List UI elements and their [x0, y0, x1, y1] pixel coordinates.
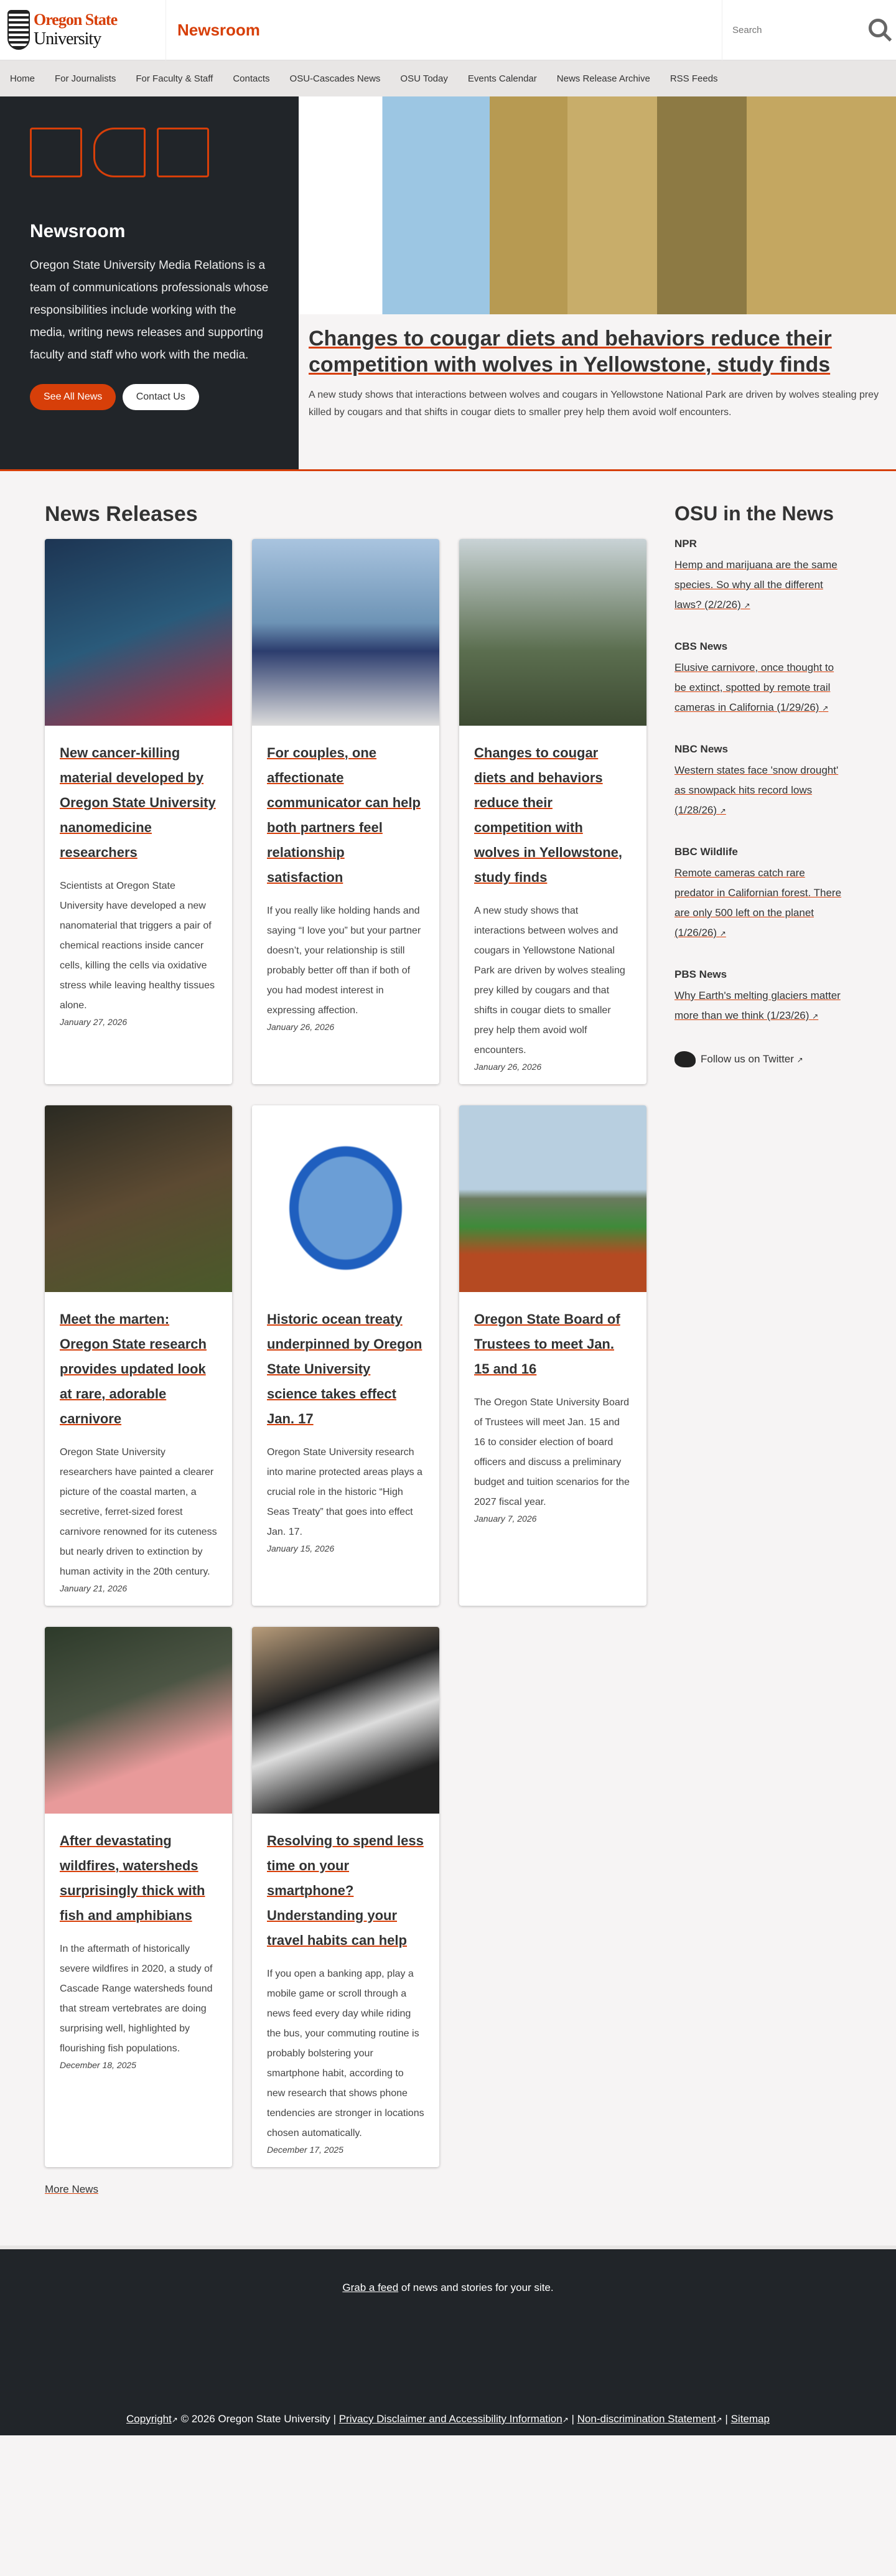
- external-link-icon: ↗: [744, 601, 750, 610]
- nondiscrimination-link[interactable]: Non-discrimination Statement: [577, 2413, 716, 2425]
- news-source: CBS News: [674, 640, 728, 652]
- news-card-date: January 15, 2026: [267, 1543, 335, 1553]
- feed-text: of news and stories for your site.: [398, 2282, 554, 2293]
- external-link-icon: ↗: [822, 704, 829, 713]
- nav-events-calendar[interactable]: Events Calendar: [467, 73, 537, 84]
- sitemap-link[interactable]: Sitemap: [730, 2413, 770, 2425]
- search-box: [722, 0, 896, 60]
- news-card-date: December 18, 2025: [60, 2060, 136, 2070]
- search-input[interactable]: [732, 25, 857, 35]
- hero: [0, 96, 896, 471]
- in-news-link[interactable]: Elusive carnivore, once thought to be extinct, spotted by remote trail cameras in California (1/29/26) ↗: [674, 662, 834, 713]
- news-card-image[interactable]: [45, 1105, 232, 1292]
- nav-osu-today[interactable]: OSU Today: [400, 73, 448, 84]
- intro-title: Newsroom: [30, 221, 126, 241]
- news-card: [45, 1105, 232, 1606]
- news-card-title-link[interactable]: Meet the marten: Oregon State research provides updated look at rare, adorable carnivore: [60, 1311, 207, 1426]
- news-card-summary: Oregon State University researchers have painted a clearer picture of the coastal marten, a secretive, ferret-sized forest carnivore renowned for its cuteness but nearly driven to extinction by human activity in the 20th century.: [60, 1447, 217, 1577]
- external-link-icon: ↗: [562, 2415, 569, 2424]
- nav-cascades-news[interactable]: OSU-Cascades News: [289, 73, 381, 84]
- featured-story: [299, 96, 896, 469]
- contact-us-button[interactable]: Contact Us: [123, 384, 199, 410]
- news-card-summary: If you really like holding hands and saying “I love you” but your partner doesn’t, your relationship is still probably better off than if both of you had modest interest in expressing affection.: [267, 906, 421, 1016]
- news-card-image[interactable]: [45, 539, 232, 726]
- newsroom-intro: [0, 96, 299, 469]
- featured-summary: A new study shows that interactions between wolves and cougars in Yellowstone National Park are driven by wolves stealing prey killed by cougars and that shifts in cougar diets to smaller prey help them avoid wolf encounters.: [309, 390, 879, 418]
- nav-home[interactable]: Home: [10, 73, 35, 84]
- news-card-title-link[interactable]: For couples, one affectionate communicator can help both partners feel relationship satisfaction: [267, 745, 421, 885]
- news-card-date: January 26, 2026: [474, 1062, 542, 1072]
- news-card-date: January 27, 2026: [60, 1017, 128, 1027]
- news-card-summary: Scientists at Oregon State University have developed a new nanomaterial that triggers a pair of chemical reactions inside cancer cells, killing the cells via oxidative stress while leaving healthy tissues alone.: [60, 881, 215, 1011]
- news-card-image[interactable]: [459, 1105, 646, 1292]
- footer: [0, 2246, 896, 2435]
- search-icon[interactable]: [869, 19, 887, 37]
- featured-title-link[interactable]: Changes to cougar diets and behaviors reduce their competition with wolves in Yellowstone, study finds: [309, 327, 832, 377]
- news-card-summary: A new study shows that interactions between wolves and cougars in Yellowstone National Park are driven by wolves stealing prey killed by cougars and that shifts in cougar diets to smaller prey help them avoid wolf encounters.: [474, 906, 625, 1056]
- nav-release-archive[interactable]: News Release Archive: [556, 73, 650, 84]
- news-card-image[interactable]: [252, 1105, 439, 1292]
- news-card-summary: If you open a banking app, play a mobile game or scroll through a news feed every day while riding the bus, your commuting routine is probably bolstering your smartphone habit, according to new research that shows phone tendencies are stronger in locations chosen automatically.: [267, 1969, 424, 2138]
- external-link-icon: ↗: [796, 1056, 803, 1064]
- news-releases: [45, 502, 647, 2196]
- intro-text: Oregon State University Media Relations is a team of communications professionals whose responsibilities include working with the media, writing news releases and supporting faculty and staff who work with the media.: [30, 259, 269, 362]
- news-card-image[interactable]: [252, 1627, 439, 1814]
- news-card-title-link[interactable]: Oregon State Board of Trustees to meet Jan. 15 and 16: [474, 1311, 620, 1377]
- in-news-link[interactable]: Remote cameras catch rare predator in Californian forest. There are only 500 left on the planet (1/26/26) ↗: [674, 867, 842, 939]
- site-header: [0, 0, 896, 60]
- news-card-image[interactable]: [45, 1627, 232, 1814]
- copyright-link[interactable]: Copyright: [126, 2413, 172, 2425]
- newspaper-icon: [30, 128, 82, 177]
- news-card-title-link[interactable]: Changes to cougar diets and behaviors reduce their competition with wolves in Yellowstone, study finds: [474, 745, 623, 885]
- nav-rss-feeds[interactable]: RSS Feeds: [670, 73, 718, 84]
- news-card-image[interactable]: [252, 539, 439, 726]
- news-card: [45, 1627, 232, 2167]
- external-link-icon: ↗: [719, 807, 726, 815]
- news-card: [252, 1627, 439, 2167]
- more-news-link[interactable]: More News: [45, 2183, 98, 2195]
- news-card-image[interactable]: [459, 539, 646, 726]
- news-card: [252, 539, 439, 1084]
- main-nav: [0, 60, 896, 96]
- in-news-link[interactable]: Hemp and marijuana are the same species. So why all the different laws? (2/2/26) ↗: [674, 559, 838, 611]
- osu-shield-icon: [7, 10, 30, 50]
- news-card-summary: The Oregon State University Board of Trustees will meet Jan. 15 and 16 to consider election of board officers and discuss a preliminary budget and tuition scenarios for the 2027 fiscal year.: [474, 1397, 630, 1507]
- news-card-title-link[interactable]: Historic ocean treaty underpinned by Oregon State University science takes effect Jan. 17: [267, 1311, 422, 1426]
- news-card: [459, 1105, 646, 1606]
- news-source: BBC Wildlife: [674, 846, 738, 858]
- twitter-icon: [674, 1051, 696, 1067]
- logo-line1: Oregon State: [34, 11, 118, 29]
- news-card-title-link[interactable]: After devastating wildfires, watersheds surprisingly thick with fish and amphibians: [60, 1833, 205, 1923]
- news-card-title-link[interactable]: Resolving to spend less time on your smartphone? Understanding your travel habits can help: [267, 1833, 424, 1948]
- news-source: PBS News: [674, 968, 727, 980]
- in-news-link[interactable]: Western states face 'snow drought' as snowpack hits record lows (1/28/26) ↗: [674, 764, 839, 816]
- releases-title: News Releases: [45, 502, 198, 526]
- separator: |: [722, 2413, 731, 2425]
- news-card: [45, 539, 232, 1084]
- news-card-summary: Oregon State University research into marine protected areas plays a crucial role in the historic “High Seas Treaty” that goes into effect Jan. 17.: [267, 1447, 422, 1537]
- featured-image[interactable]: [299, 96, 896, 314]
- in-news-title: OSU in the News: [674, 502, 834, 525]
- news-card-date: January 21, 2026: [60, 1583, 128, 1593]
- logo-line2: University: [34, 29, 101, 49]
- news-card-date: January 7, 2026: [474, 1514, 537, 1524]
- nav-contacts[interactable]: Contacts: [233, 73, 270, 84]
- twitter-link[interactable]: Follow us on Twitter ↗: [701, 1053, 803, 1065]
- news-source: NBC News: [674, 743, 728, 755]
- nav-for-journalists[interactable]: For Journalists: [55, 73, 116, 84]
- separator: |: [568, 2413, 577, 2425]
- in-news-link[interactable]: Why Earth's melting glaciers matter more than we think (1/23/26) ↗: [674, 990, 841, 1021]
- external-link-icon: ↗: [812, 1012, 819, 1021]
- news-card: [459, 539, 646, 1084]
- news-card-date: December 17, 2025: [267, 2145, 343, 2155]
- osu-in-the-news: [674, 502, 861, 1067]
- privacy-link[interactable]: Privacy Disclaimer and Accessibility Information: [338, 2413, 562, 2425]
- copyright-text: © 2026 Oregon State University |: [177, 2413, 339, 2425]
- external-link-icon: ↗: [171, 2415, 178, 2424]
- osu-logo[interactable]: [0, 0, 166, 60]
- see-all-news-button[interactable]: See All News: [30, 384, 116, 410]
- nav-faculty-staff[interactable]: For Faculty & Staff: [136, 73, 213, 84]
- news-card: [252, 1105, 439, 1606]
- external-link-icon: ↗: [719, 929, 726, 938]
- grab-feed-link[interactable]: Grab a feed: [342, 2282, 399, 2293]
- news-card-title-link[interactable]: New cancer-killing material developed by Oregon State University nanomedicine researchers: [60, 745, 216, 860]
- news-source: NPR: [674, 538, 697, 550]
- megaphone-icon: [93, 128, 146, 177]
- news-card-summary: In the aftermath of historically severe wildfires in 2020, a study of Cascade Range watersheds found that stream vertebrates are doing surprising well, highlighted by flourishing fish populations.: [60, 1944, 213, 2054]
- laptop-icon: [157, 128, 209, 177]
- external-link-icon: ↗: [716, 2415, 722, 2424]
- site-name-link[interactable]: Newsroom: [177, 20, 260, 39]
- news-card-date: January 26, 2026: [267, 1022, 335, 1032]
